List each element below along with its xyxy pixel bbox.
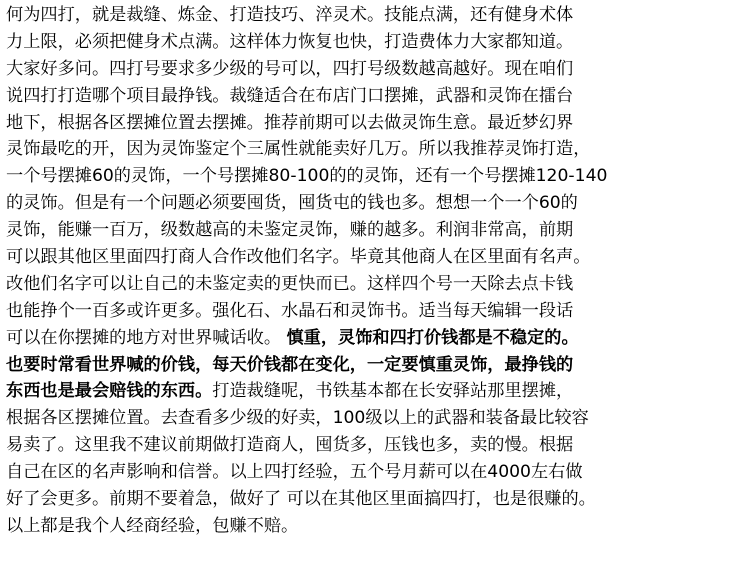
text-line [6,352,730,379]
text-segment: 大家好多问。四打号要求多少级的号可以，四打号级数越高越好。现在咱们 [6,58,574,79]
text-segment: 一个号摆摊60的灵饰，一个号摆摊80-100的的灵饰，还有一个号摆摊120-140 [6,166,608,187]
text-line [6,378,730,405]
text-line [6,29,730,56]
text-line [6,432,730,459]
text-segment: 力上限，必须把健身术点满。这样体力恢复也快，打造费体力大家都知道。 [6,31,574,52]
warning-text: 也要时常看世界喊的价钱，每天价钱都在变化，一定要慎重灵饰，最挣钱的 [6,354,574,375]
text-line [6,244,730,271]
warning-text: 慎重，灵饰和四打价钱都是不稳定的。 [286,327,579,348]
text-line [6,217,730,244]
text-line [6,325,730,352]
text-segment: 以上都是我个人经商经验，包赚不赔。 [6,515,299,536]
text-segment: 也能挣个一百多或许更多。强化石、水晶石和灵饰书。适当每天编辑一段话 [6,300,574,321]
text-line [6,2,730,29]
text-segment: 灵饰，能赚一百万，级数越高的未鉴定灵饰，赚的越多。利润非常高，前期 [6,220,574,241]
text-segment: 说四打打造哪个项目最挣钱。裁缝适合在布店门口摆摊，武器和灵饰在擂台 [6,85,574,106]
text-segment: 自己在区的名声影响和信誉。以上四打经验，五个号月薪可以在4000左右做 [6,462,583,483]
text-line [6,56,730,83]
text-segment: 根据各区摆摊位置。去查看多少级的好卖，100级以上的武器和装备最比较容 [6,408,589,429]
text-line [6,513,730,540]
text-line [6,163,730,190]
text-line [6,298,730,325]
warning-text: 东西也是最会赔钱的东西。 [6,381,213,402]
text-line [6,486,730,513]
text-segment: 易卖了。这里我不建议前期做打造商人，囤货多，压钱也多，卖的慢。根据 [6,435,574,456]
text-line [6,110,730,137]
text-segment: 灵饰最吃的开，因为灵饰鉴定个三属性就能卖好几万。所以我推荐灵饰打造， [6,139,591,160]
text-segment: 的灵饰。但是有一个问题必须要囤货，囤货屯的钱也多。想想一个一个60的 [6,193,578,214]
text-segment: 可以在你摆摊的地方对世界喊话收。 [6,327,287,348]
text-segment: 打造裁缝呢，书铁基本都在长安驿站那里摆摊， [212,381,574,402]
text-line [6,271,730,298]
text-line [6,405,730,432]
text-line [6,190,730,217]
text-segment: 何为四打，就是裁缝、炼金、打造技巧、淬灵术。技能点满，还有健身术体 [6,5,574,25]
text-line [6,83,730,110]
text-line [6,136,730,163]
text-line [6,459,730,486]
text-segment: 改他们名字可以让自己的未鉴定卖的更快而已。这样四个号一天除去点卡钱 [6,273,574,294]
text-segment: 地下，根据各区摆摊位置去摆摊。推荐前期可以去做灵饰生意。最近梦幻界 [6,112,574,133]
text-segment: 可以跟其他区里面四打商人合作改他们名字。毕竟其他商人在区里面有名声。 [6,247,591,268]
text-segment: 好了会更多。前期不要着急，做好了 可以在其他区里面搞四打，也是很赚的。 [6,489,596,510]
